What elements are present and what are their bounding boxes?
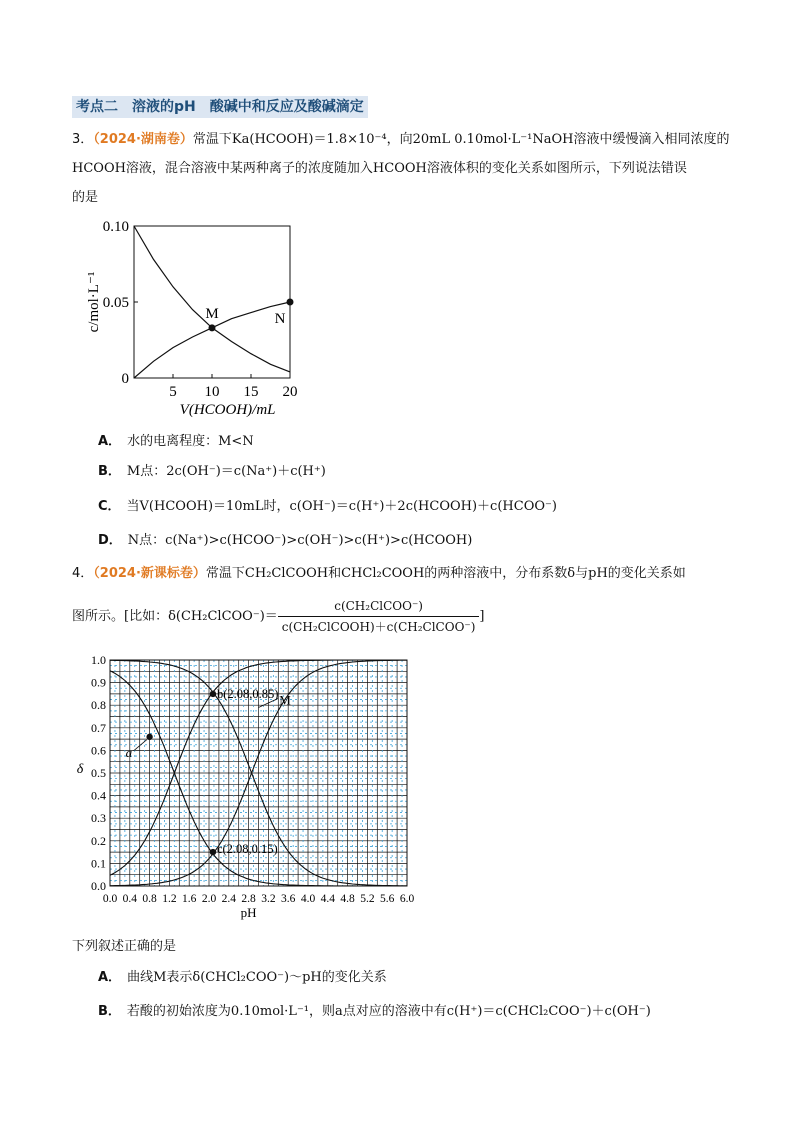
x-tick-label: 2.8 bbox=[241, 893, 256, 905]
point-c-label: c(2.08,0.15) bbox=[216, 842, 278, 857]
section-title: 考点二 溶液的pH 酸碱中和反应及酸碱滴定 bbox=[72, 96, 368, 118]
q4-number: 4． bbox=[72, 566, 94, 581]
x-tick-label: 15 bbox=[243, 384, 259, 400]
point-label-m: M bbox=[205, 305, 219, 322]
x-tick-label: 4.8 bbox=[340, 893, 355, 905]
fraction-numerator: c(CH₂ClCOO⁻) bbox=[278, 596, 480, 617]
option-text: 水的电离程度：M<N bbox=[127, 434, 254, 449]
y-tick-label: 0.4 bbox=[91, 788, 106, 803]
q4-stem-1: 常温下CH₂ClCOOH和CHCl₂COOH的两种溶液中，分布系数δ与pH的变化关系如 bbox=[205, 566, 686, 581]
option-text: 曲线M表示δ(CHCl₂COO⁻)～pH的变化关系 bbox=[127, 970, 387, 985]
option-text: 当V(HCOOH)＝10mL时，c(OH⁻)＝c(H⁺)＋2c(HCOOH)＋c(HCOO⁻) bbox=[126, 499, 557, 514]
y-tick-label: 0 bbox=[121, 371, 129, 387]
x-tick-label: 2.0 bbox=[201, 893, 217, 905]
point-a-label: a bbox=[125, 744, 133, 760]
y-axis-label: δ bbox=[76, 762, 84, 777]
point-label-n: N bbox=[274, 311, 286, 327]
x-tick-label: 0.0 bbox=[102, 893, 118, 905]
curve-m-label: M bbox=[279, 692, 291, 708]
y-axis-label: c/mol·L⁻¹ bbox=[86, 271, 102, 333]
q3-chart bbox=[80, 212, 310, 422]
option-label: B． bbox=[98, 464, 121, 479]
option-label: B． bbox=[98, 1004, 121, 1019]
y-tick-label: 0.7 bbox=[91, 720, 106, 735]
x-tick-label: 3.2 bbox=[261, 893, 276, 905]
point-b bbox=[210, 691, 216, 697]
q4-stem-2-end: ] bbox=[479, 609, 485, 624]
q3-stem-1: 常温下Ka(HCOOH)＝1.8×10⁻⁴，向20mL 0.10mol·L⁻¹NaOH溶液中缓慢滴入相同浓度的 bbox=[192, 132, 730, 147]
x-tick-label: 3.6 bbox=[281, 893, 296, 905]
y-tick-label: 0.5 bbox=[91, 766, 106, 780]
series-line-1 bbox=[134, 226, 290, 372]
q4-source: （2024·新课标卷） bbox=[93, 566, 206, 581]
y-tick-label: 0.6 bbox=[91, 743, 106, 758]
x-tick-label: 4.4 bbox=[320, 893, 335, 905]
y-tick-label: 0.8 bbox=[91, 698, 106, 713]
option-label: C． bbox=[98, 499, 121, 514]
q3-stem-2: HCOOH溶液，混合溶液中某两种离子的浓度随加入HCOOH溶液体积的变化关系如图所示，下列说法错误 bbox=[72, 161, 687, 176]
x-tick-label: 0.8 bbox=[142, 893, 157, 905]
y-tick-label: 0.3 bbox=[91, 811, 106, 826]
q4-line1 bbox=[72, 564, 686, 584]
plot-frame bbox=[134, 226, 290, 378]
q3-option-a[interactable] bbox=[98, 432, 254, 452]
option-text: M点：2c(OH⁻)＝c(Na⁺)＋c(H⁺) bbox=[126, 464, 326, 479]
fraction-denominator: c(CH₂ClCOOH)＋c(CH₂ClCOO⁻) bbox=[281, 620, 476, 634]
option-text: N点：c(Na⁺)>c(HCOO⁻)>c(OH⁻)>c(H⁺)>c(HCOOH) bbox=[127, 533, 473, 548]
q4-chart bbox=[70, 650, 430, 930]
point-a bbox=[146, 734, 152, 740]
q3-option-b[interactable] bbox=[98, 462, 326, 482]
q3-option-d[interactable] bbox=[98, 531, 472, 551]
q4-prompt: 下列叙述正确的是 bbox=[72, 939, 177, 954]
y-tick-label: 0.2 bbox=[91, 833, 106, 848]
x-tick-label: 1.6 bbox=[182, 893, 197, 905]
y-tick-label: 0.10 bbox=[102, 219, 129, 235]
y-tick-label: 1.0 bbox=[91, 653, 106, 667]
option-text: 若酸的初始浓度为0.10mol·L⁻¹，则a点对应的溶液中有c(H⁺)＝c(CHCl₂COO⁻)＋c(OH⁻) bbox=[126, 1004, 651, 1019]
y-tick-label: 0.0 bbox=[91, 879, 106, 893]
x-tick-label: 0.4 bbox=[122, 893, 137, 905]
x-axis-label: V(HCOOH)/mL bbox=[179, 402, 276, 418]
option-label: A． bbox=[98, 434, 122, 449]
q4-option-b[interactable] bbox=[98, 1002, 651, 1022]
y-tick-label: 0.9 bbox=[91, 675, 106, 690]
x-tick-label: 6.0 bbox=[399, 893, 415, 905]
delta-fraction bbox=[278, 596, 480, 637]
q3-stem-3: 的是 bbox=[72, 190, 99, 205]
option-label: D． bbox=[98, 533, 122, 548]
q4-stem-2: 图所示。[比如：δ(CH₂ClCOO⁻)＝ bbox=[72, 609, 278, 624]
x-tick-label: 5.6 bbox=[380, 893, 395, 905]
x-tick-label: 20 bbox=[282, 384, 298, 400]
x-tick-label: 10 bbox=[204, 384, 220, 400]
y-tick-label: 0.1 bbox=[91, 856, 106, 871]
y-tick-label: 0.05 bbox=[102, 295, 129, 311]
q4-line2 bbox=[72, 596, 485, 637]
point-m bbox=[209, 324, 216, 331]
point-b-label: b(2.08,0.85) bbox=[216, 686, 279, 701]
x-axis-label: pH bbox=[240, 905, 257, 920]
x-tick-label: 4.0 bbox=[300, 893, 316, 905]
option-label: A． bbox=[98, 970, 122, 985]
q3-line1 bbox=[72, 130, 729, 150]
x-tick-label: 1.2 bbox=[162, 893, 177, 905]
q4-option-a[interactable] bbox=[98, 968, 387, 988]
point-c bbox=[210, 849, 216, 855]
q3-number: 3． bbox=[72, 132, 94, 147]
q3-option-c[interactable] bbox=[98, 497, 557, 517]
x-tick-label: 5.2 bbox=[360, 893, 375, 905]
x-tick-label: 2.4 bbox=[221, 893, 236, 905]
q3-source: （2024·湖南卷） bbox=[93, 132, 193, 147]
point-n bbox=[287, 299, 294, 306]
x-tick-label: 5 bbox=[169, 384, 177, 400]
